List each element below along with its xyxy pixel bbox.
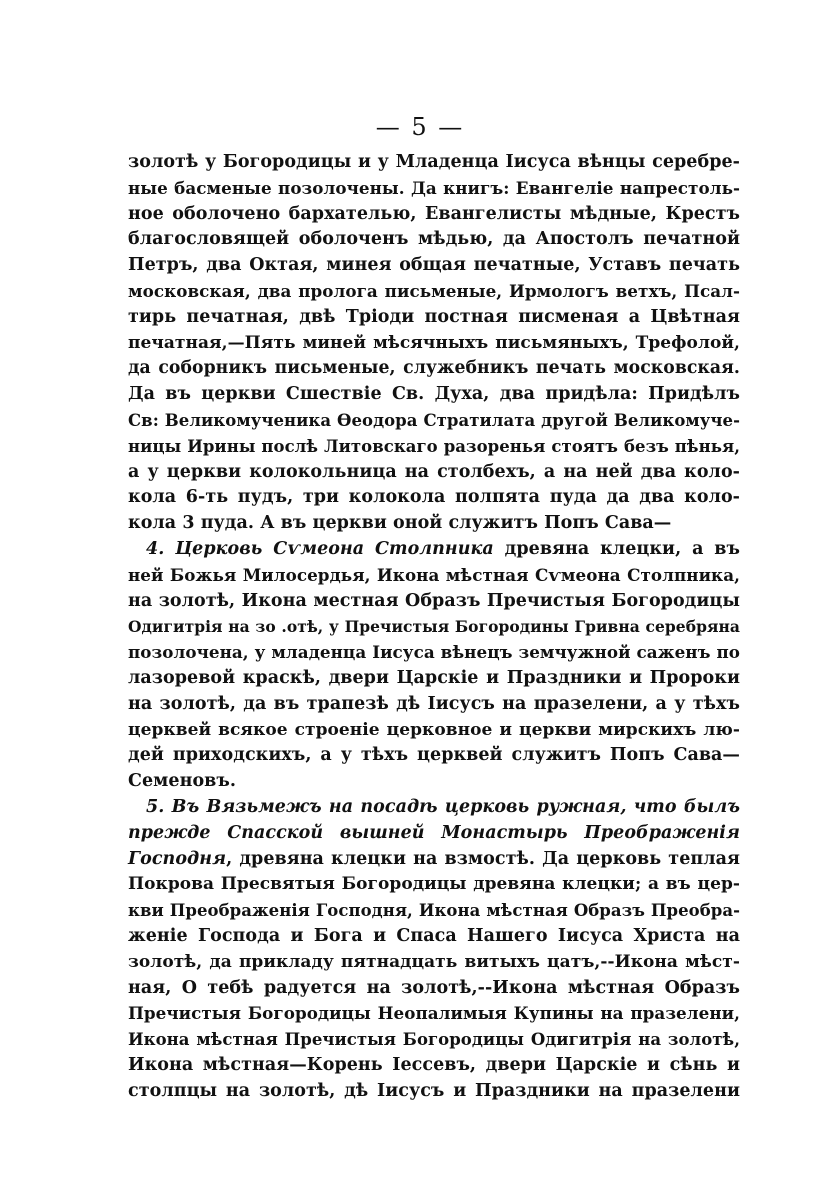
line-text: Покрова Пресвятыя Богородицы древяна клецки; а въ цер- <box>128 874 740 895</box>
line-text: кви Преображенія Господня, Икона мѣстная Образъ Преобра- <box>128 901 740 921</box>
text-line <box>128 537 740 563</box>
text-line <box>128 589 740 615</box>
line-text: тирь печатная, двѣ Тріоди постная писменая а Цвѣтная <box>128 306 740 327</box>
text-line <box>128 408 740 434</box>
text-line <box>128 821 740 847</box>
line-text: ней Божья Милосердья, Икона мѣстная Сѵмеона Столпника, <box>128 564 740 585</box>
text-line <box>128 382 740 408</box>
body-text <box>128 150 740 1104</box>
line-text: , древяна клецки на взмостѣ. Да церковь теплая <box>226 848 740 869</box>
line-text: Икона мѣстная—Корень Іессевъ, двери Царскіе и сѣнь и <box>128 1054 740 1075</box>
line-text: дей приходскихъ, а у тѣхъ церквей служитъ Попъ Сава— <box>128 745 740 766</box>
line-text: золотѣ, да прикладу пятнадцать витыхъ цатъ,--Икона мѣст- <box>128 951 740 972</box>
text-line <box>128 434 740 460</box>
line-text: древяна клецки, а въ <box>493 538 740 559</box>
text-line <box>128 1053 740 1079</box>
line-text: Да въ церкви Сшествіе Св. Духа, два придѣла: Придѣлъ <box>128 384 740 405</box>
text-line <box>128 795 740 821</box>
line-text: позолочена, у младенца Іисуса вѣнецъ земчужной саженъ по <box>128 642 740 663</box>
section-heading: Господня <box>128 848 227 869</box>
text-line <box>128 202 740 228</box>
text-line <box>128 253 740 279</box>
line-text: кола 6-ть пудъ, три колокола полпята пуда да два коло- <box>128 487 740 508</box>
line-text: печатная,—Пять миней мѣсячныхъ письмяныхъ, Трефолой, <box>128 332 740 353</box>
text-line <box>128 563 740 589</box>
text-line <box>128 460 740 486</box>
text-line <box>128 356 740 382</box>
line-text: ная, О тебѣ радуется на золотѣ,--Икона мѣстная Образъ <box>128 977 740 998</box>
text-line <box>128 1027 740 1053</box>
text-line <box>128 769 740 795</box>
line-text: Семеновъ. <box>128 771 237 792</box>
line-text: Петръ, два Октая, минея общая печатные, Уставъ печать <box>128 255 740 276</box>
line-text: женіе Господа и Бога и Спаса Нашего Іисуса Христа на <box>128 925 740 946</box>
line-text: столпцы на золотѣ, дѣ Іисусъ и Праздники на празелени <box>128 1080 740 1101</box>
text-line <box>128 898 740 924</box>
text-line <box>128 305 740 331</box>
line-text: на золотѣ, Икона местная Образъ Пречистыя Богородицы <box>128 590 740 611</box>
text-line <box>128 872 740 898</box>
line-text: московская, два пролога письменые, Ирмологъ ветхъ, Псал- <box>128 280 740 301</box>
text-line <box>128 924 740 950</box>
text-line <box>128 718 740 744</box>
text-line <box>128 692 740 718</box>
text-line <box>128 331 740 357</box>
text-line <box>128 666 740 692</box>
line-text: Пречистыя Богородицы Неопалимыя Купины на празелени, <box>128 1003 740 1024</box>
text-line <box>128 1001 740 1027</box>
line-text: а у церкви колокольница на столбехъ, а на ней два коло- <box>128 461 740 482</box>
text-line <box>128 847 740 873</box>
text-line <box>128 485 740 511</box>
line-text: лазоревой краскѣ, двери Царскіе и Праздники и Пророки <box>128 667 740 688</box>
line-text: на золотѣ, да въ трапезѣ дѣ Іисусъ на празелени, а у тѣхъ <box>128 693 740 714</box>
line-text: да соборникъ письменые, служебникъ печать московская. <box>128 358 740 379</box>
text-line <box>128 1079 740 1105</box>
line-text: ное оболочено бархателью, Евангелисты мѣдные, Крестъ <box>128 203 740 224</box>
line-text: Одигитрія на зо .отѣ, у Пречистыя Богородины Гривна серебряна <box>128 617 740 637</box>
page-number: — 5 — <box>375 113 465 141</box>
text-line <box>128 227 740 253</box>
line-text: золотѣ у Богородицы и у Младенца Іисуса вѣнцы серебре- <box>128 152 740 172</box>
text-line <box>128 511 740 537</box>
line-text: церквей всякое строеніе церковное и церкви мирскихъ лю- <box>128 719 740 740</box>
text-line <box>128 279 740 305</box>
line-text: Св: Великомученика Ѳеодора Стратилата другой Великомуче- <box>128 410 740 430</box>
text-line <box>128 950 740 976</box>
section-heading: прежде Спасской вышней Монастырь Преображенія <box>128 822 740 843</box>
section-heading: 4. Церковь Сѵмеона Столпника <box>146 538 494 559</box>
section-heading: 5. Въ Вязьмежъ на посадѣ церковь ружная, что былъ <box>146 796 740 817</box>
line-text: Икона мѣстная Пречистыя Богородицы Одигитрія на золотѣ, <box>128 1030 740 1050</box>
line-text: ницы Ирины послѣ Литовскаго разоренья стоятъ безъ пѣнья, <box>128 436 740 456</box>
text-line <box>128 150 740 176</box>
line-text: ные басменые позолочены. Да книгъ: Евангеліе напрестоль- <box>128 177 740 198</box>
text-line <box>128 976 740 1002</box>
text-line <box>128 614 740 640</box>
text-line <box>128 640 740 666</box>
line-text: благословящей оболоченъ мѣдью, да Апостолъ печатной <box>128 229 740 250</box>
line-text: кола 3 пуда. А въ церкви оной служитъ Попъ Сава— <box>128 513 672 534</box>
text-line <box>128 176 740 202</box>
text-line <box>128 743 740 769</box>
